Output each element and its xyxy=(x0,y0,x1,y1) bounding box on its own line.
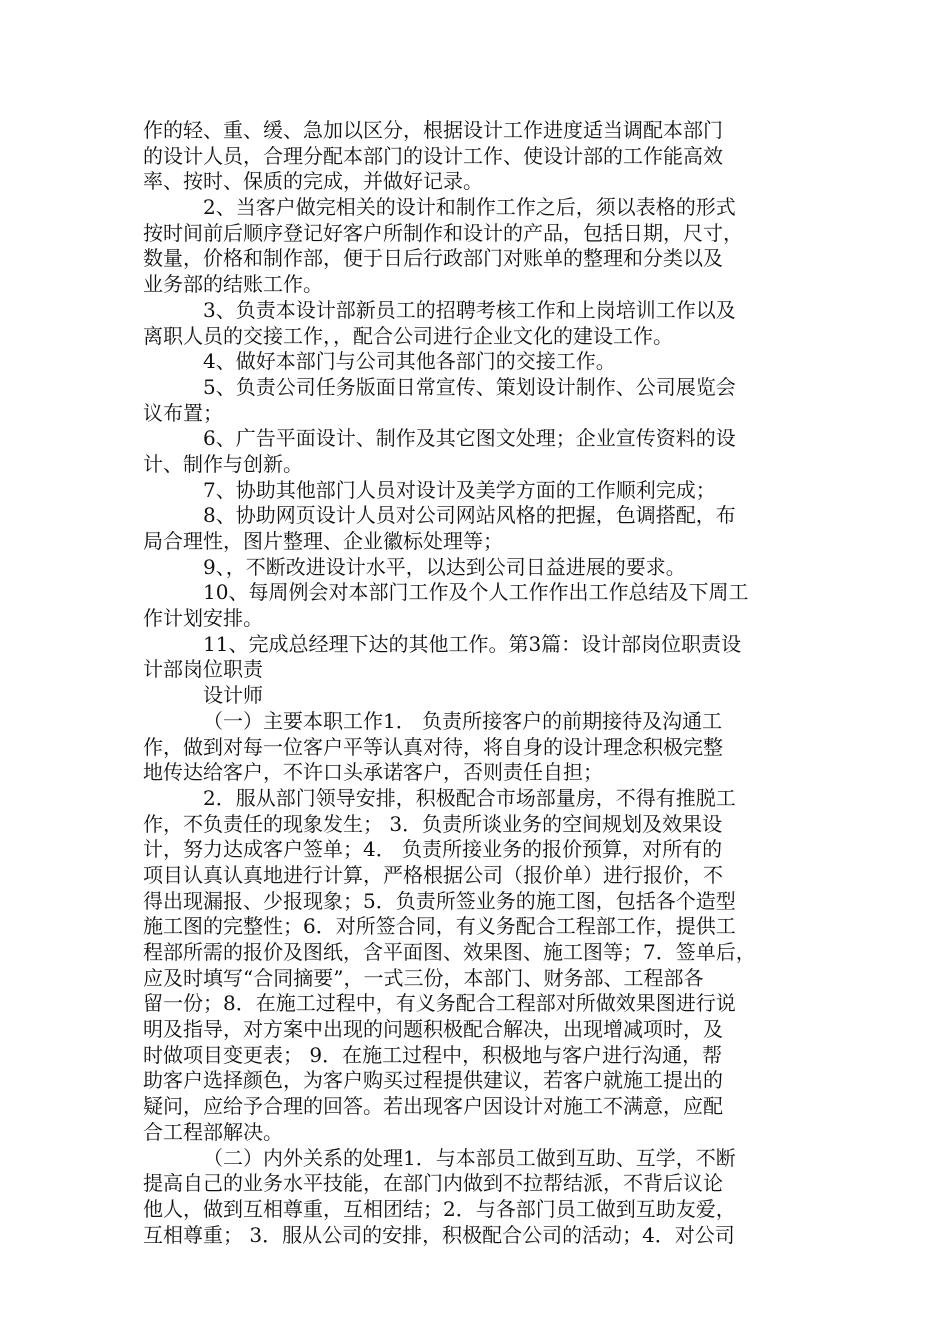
document-page xyxy=(143,118,810,1248)
text-line: 议布置； xyxy=(143,400,223,425)
text-line: 局合理性，图片整理、企业徽标处理等； xyxy=(143,529,503,553)
text-line: 2．服从部门领导安排，积极配合市场部量房，不得有推脱工 xyxy=(203,785,736,810)
text-line: 疑问，应给予合理的回答。若出现客户因设计对施工不满意，应配 xyxy=(143,1094,723,1119)
text-line: 5、负责公司任务版面日常宣传、策划设计制作、公司展览会 xyxy=(203,374,736,399)
text-line: 设计师 xyxy=(203,683,263,708)
text-line: （一）主要本职工作1． 负责所接客户的前期接待及沟通工 xyxy=(203,708,723,733)
text-line: 作，做到对每一位客户平等认真对待，将自身的设计理念积极完整 xyxy=(143,734,723,759)
text-line: 地传达给客户，不许口头承诺客户，否则责任自担； xyxy=(143,760,603,785)
text-line: 应及时填写“合同摘要”，一式三份，本部门、财务部、工程部各 xyxy=(143,965,704,990)
text-line: 率、按时、保质的完成，并做好记录。 xyxy=(143,169,483,194)
text-line: 时做项目变更表； 9．在施工过程中，积极地与客户进行沟通，帮 xyxy=(143,1042,723,1067)
text-line: 提高自己的业务水平技能，在部门内做到不拉帮结派，不背后议论 xyxy=(143,1171,723,1196)
text-line: 9、，不断改进设计水平，以达到公司日益进展的要求。 xyxy=(203,554,686,579)
text-line: 4、做好本部门与公司其他各部门的交接工作。 xyxy=(203,349,616,374)
text-line: 程部所需的报价及图纸，含平面图、效果图、施工图等；7．签单后， xyxy=(143,940,756,964)
text-line: （二）内外关系的处理1．与本部员工做到互助、互学，不断 xyxy=(203,1145,736,1170)
text-line: 计，努力达成客户签单；4． 负责所接业务的报价预算，对所有的 xyxy=(143,837,723,862)
text-line: 数量，价格和制作部，便于日后行政部门对账单的整理和分类以及 xyxy=(143,246,723,271)
text-line: 合工程部解决。 xyxy=(143,1119,283,1144)
text-line: 项目认真认真地进行计算，严格根据公司（报价单）进行报价，不 xyxy=(143,862,723,887)
text-line: 作，不负责任的现象发生； 3．负责所谈业务的空间规划及效果设 xyxy=(143,811,723,836)
text-line: 离职人员的交接工作，，配合公司进行企业文化的建设工作。 xyxy=(143,323,673,348)
text-line: 2、当客户做完相关的设计和制作工作之后，须以表格的形式 xyxy=(203,195,736,220)
text-line: 8、协助网页设计人员对公司网站风格的把握，色调搭配，布 xyxy=(203,503,736,528)
text-line: 6、广告平面设计、制作及其它图文处理；企业宣传资料的设 xyxy=(203,426,736,451)
text-line: 计部岗位职责 xyxy=(143,657,263,682)
text-line: 按时间前后顺序登记好客户所制作和设计的产品，包括日期，尺寸， xyxy=(143,220,743,245)
text-line: 他人，做到互相尊重，互相团结；2．与各部门员工做到互助友爱， xyxy=(143,1196,736,1221)
text-line: 明及指导，对方案中出现的问题积极配合解决，出现增减项时，及 xyxy=(143,1017,723,1042)
text-line: 作的轻、重、缓、急加以区分，根据设计工作进度适当调配本部门 xyxy=(143,118,723,142)
text-line: 助客户选择颜色，为客户购买过程提供建议，若客户就施工提出的 xyxy=(143,1068,723,1093)
text-line: 的设计人员，合理分配本部门的设计工作、使设计部的工作能高效 xyxy=(143,143,723,168)
text-line: 业务部的结账工作。 xyxy=(143,272,323,297)
text-line: 留一份；8．在施工过程中，有义务配合工程部对所做效果图进行说 xyxy=(143,991,736,1016)
text-line: 施工图的完整性；6．对所签合同，有义务配合工程部工作，提供工 xyxy=(143,914,736,939)
text-line: 作计划安排。 xyxy=(143,606,263,631)
text-line: 11、完成总经理下达的其他工作。第3篇：设计部岗位职责设 xyxy=(203,631,742,656)
text-line: 7、协助其他部门人员对设计及美学方面的工作顺利完成； xyxy=(203,477,716,502)
text-line: 10、每周例会对本部门工作及个人工作作出工作总结及下周工 xyxy=(203,580,749,605)
text-line: 互相尊重； 3．服从公司的安排，积极配合公司的活动；4．对公司 xyxy=(143,1222,735,1247)
text-line: 3、负责本设计部新员工的招聘考核工作和上岗培训工作以及 xyxy=(203,297,736,322)
text-line: 计、制作与创新。 xyxy=(143,451,303,476)
text-line: 得出现漏报、少报现象；5．负责所签业务的施工图，包括各个造型 xyxy=(143,888,736,913)
